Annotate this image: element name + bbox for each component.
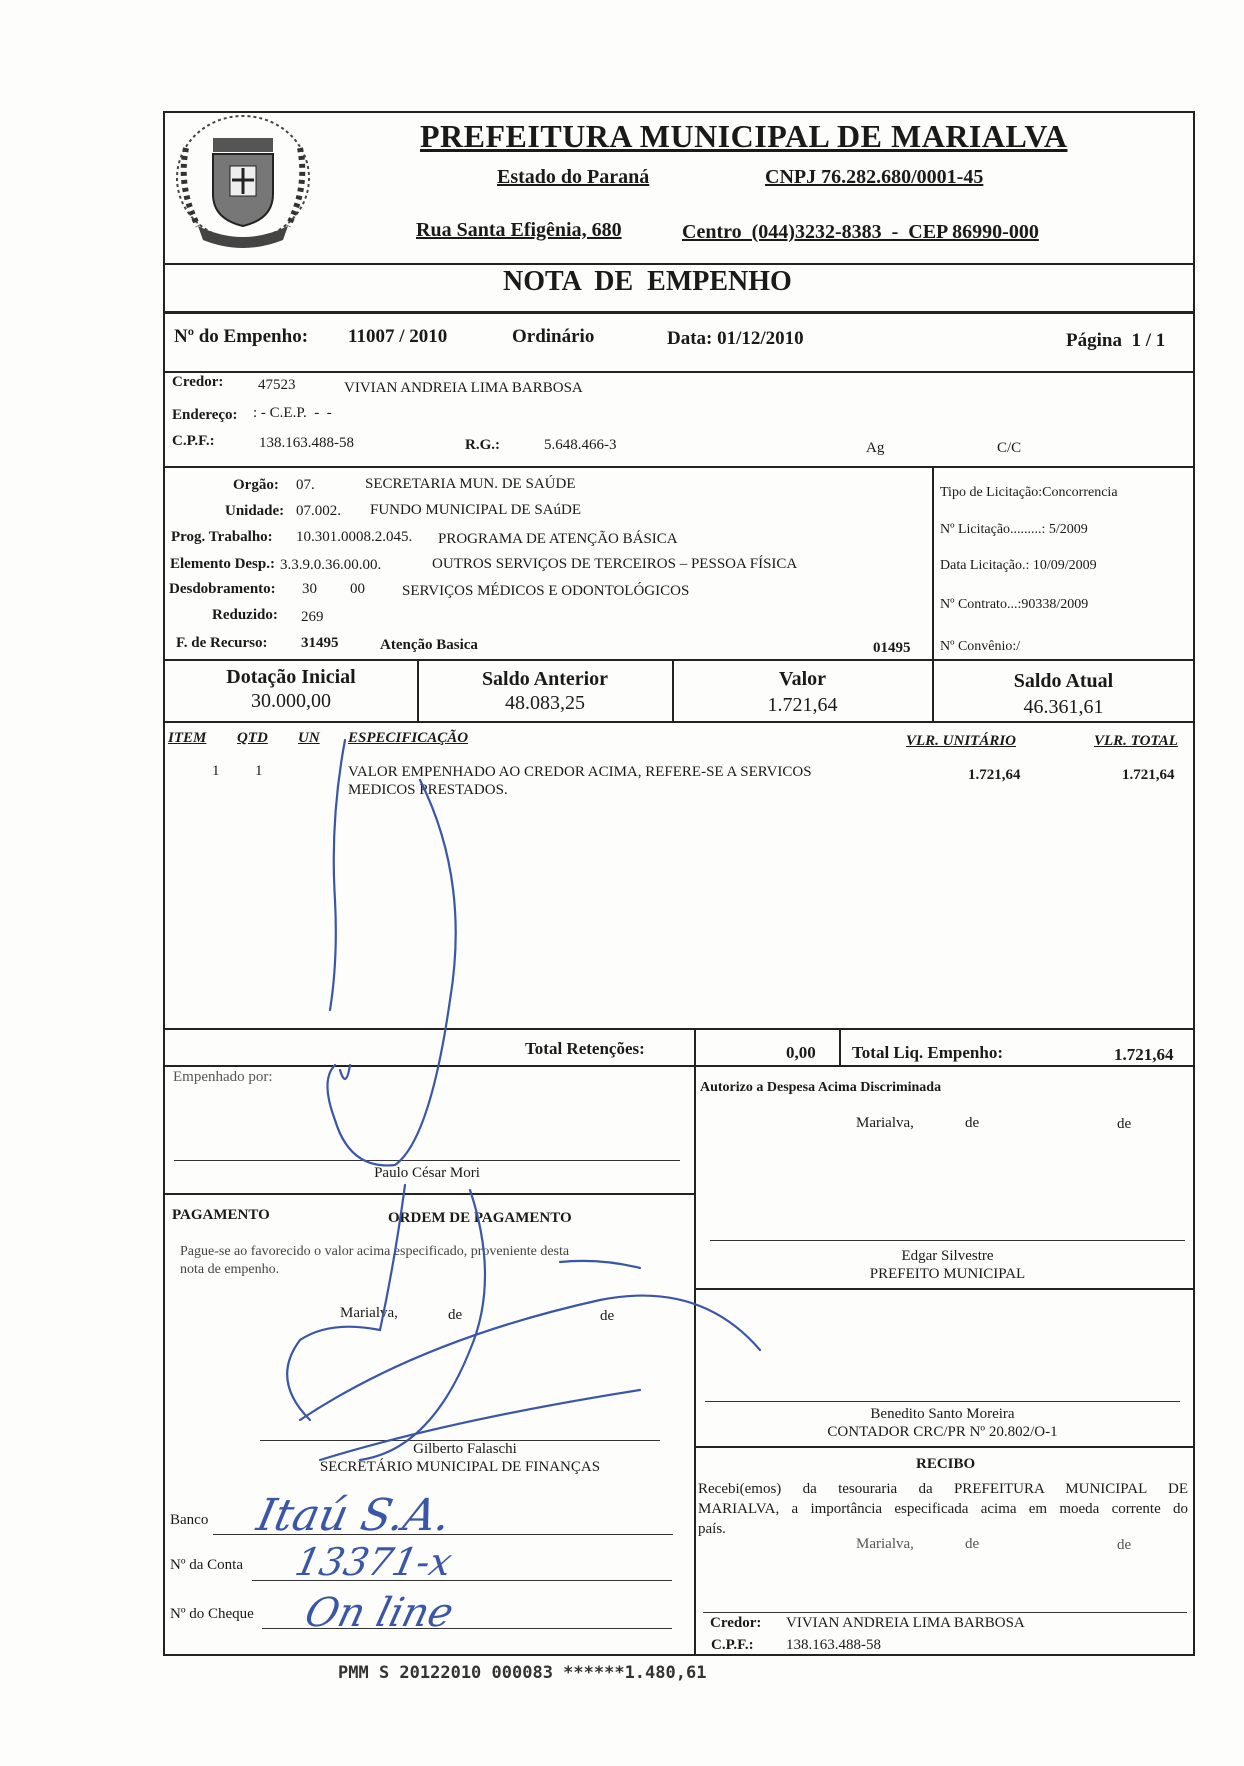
retencoes-label: Total Retenções: xyxy=(525,1039,645,1058)
elemento-name: OUTROS SERVIÇOS DE TERCEIROS – PESSOA FÍSICA xyxy=(432,556,798,572)
coat-of-arms xyxy=(168,108,318,256)
unidade-code: 07.002. xyxy=(296,503,341,519)
col-un: UN xyxy=(298,730,320,746)
retencoes-value: 0,00 xyxy=(786,1043,816,1062)
recurso-name: Atenção Basica xyxy=(380,637,478,653)
autorizo-de2: de xyxy=(1117,1116,1132,1132)
row-item: 1 xyxy=(212,763,220,779)
dotacao-label: Dotação Inicial xyxy=(226,666,356,688)
secretario-title: SECRETÁRIO MUNICIPAL DE FINANÇAS xyxy=(319,1459,601,1475)
prefeito-name: Edgar Silvestre xyxy=(901,1248,994,1264)
unidade-label: Unidade: xyxy=(225,503,285,519)
recibo-cpf-label: C.P.F.: xyxy=(711,1637,754,1653)
pagamento-marialva: Marialva, xyxy=(340,1305,398,1321)
document-title: NOTA DE EMPENHO xyxy=(503,266,792,297)
prog-label: Prog. Trabalho: xyxy=(171,529,273,545)
reduzido-label: Reduzido: xyxy=(212,607,278,623)
header-state: Estado do Paraná xyxy=(497,166,650,188)
endereco-label: Endereço: xyxy=(172,407,238,423)
header-street: Rua Santa Efigênia, 680 xyxy=(416,219,622,241)
licitacao-tipo-text: Tipo de Licitação:Concorrencia xyxy=(940,485,1118,500)
row-total: 1.721,64 xyxy=(1122,767,1175,783)
licitacao-contrato: Nº Contrato...:90338/2009 xyxy=(940,597,1089,612)
elemento-label: Elemento Desp.: xyxy=(170,556,275,572)
header-district: Centro (044)3232-8383 - CEP 86990-000 xyxy=(682,221,1039,243)
secretario-name: Gilberto Falaschi xyxy=(413,1441,517,1457)
col-spec: ESPECIFICAÇÃO xyxy=(348,730,469,746)
desdob-sub: 00 xyxy=(350,581,365,597)
col-total: VLR. TOTAL xyxy=(1094,733,1178,749)
reduzido-value: 269 xyxy=(301,609,324,625)
recibo-de2: de xyxy=(1117,1537,1132,1553)
footer-stamp: PMM S 20122010 000083 ******1.480,61 xyxy=(338,1663,707,1683)
pagamento-de2: de xyxy=(600,1308,615,1324)
row-spec-line2: MEDICOS PRESTADOS. xyxy=(348,782,508,798)
autorizo-marialva: Marialva, xyxy=(856,1115,914,1131)
contador-name: Benedito Santo Moreira xyxy=(870,1406,1015,1422)
empenho-number-label: Nº do Empenho: xyxy=(174,326,309,347)
header-cnpj: CNPJ 76.282.680/0001-45 xyxy=(765,166,984,188)
dotacao-value: 30.000,00 xyxy=(251,690,331,712)
cheque-label: Nº do Cheque xyxy=(170,1606,254,1622)
empenhado-name: Paulo César Mori xyxy=(374,1165,480,1181)
pagamento-de1: de xyxy=(448,1307,463,1323)
endereco-value: : - C.E.P. - - xyxy=(253,405,332,421)
empenho-page: Página 1 / 1 xyxy=(1066,330,1166,351)
credor-label: Credor: xyxy=(172,374,224,390)
liquido-label: Total Liq. Empenho: xyxy=(852,1043,1003,1062)
desdob-label: Desdobramento: xyxy=(169,581,276,597)
licitacao-data: Data Licitação.: 10/09/2009 xyxy=(940,558,1097,573)
liquido-value: 1.721,64 xyxy=(1114,1045,1174,1064)
anterior-label: Saldo Anterior xyxy=(481,668,609,690)
rg-value: 5.648.466-3 xyxy=(544,437,617,453)
valor-label: Valor xyxy=(778,668,827,690)
row-unit: 1.721,64 xyxy=(968,767,1021,783)
col-item: ITEM xyxy=(168,730,207,746)
licitacao-convenio: Nº Convênio:/ xyxy=(940,639,1021,654)
header-title: PREFEITURA MUNICIPAL DE MARIALVA xyxy=(420,118,1068,154)
recibo-cpf: 138.163.488-58 xyxy=(786,1637,881,1653)
cheque-handwritten: On line xyxy=(300,1590,459,1636)
prog-name: PROGRAMA DE ATENÇÃO BÁSICA xyxy=(438,531,678,547)
recurso-code: 31495 xyxy=(301,635,339,651)
row-spec-line1: VALOR EMPENHADO AO CREDOR ACIMA, REFERE-SE A SERVICOS xyxy=(348,764,812,780)
autorizo-text: Autorizo a Despesa Acima Discriminada xyxy=(700,1080,942,1095)
banco-handwritten: Itaú S.A. xyxy=(252,1490,456,1541)
row-qtd: 1 xyxy=(255,763,263,779)
recurso-label: F. de Recurso: xyxy=(176,635,268,651)
empenho-type: Ordinário xyxy=(512,326,595,347)
atual-label: Saldo Atual xyxy=(1013,670,1114,692)
recurso-code2: 01495 xyxy=(873,640,911,656)
recibo-credor-label: Credor: xyxy=(710,1615,762,1631)
desdob-name: SERVIÇOS MÉDICOS E ODONTOLÓGICOS xyxy=(402,583,690,599)
valor-value: 1.721,64 xyxy=(767,694,838,716)
cc-label: C/C xyxy=(997,440,1022,456)
contador-title: CONTADOR CRC/PR Nº 20.802/O-1 xyxy=(827,1424,1058,1440)
empenho-date: Data: 01/12/2010 xyxy=(667,328,804,349)
recibo-text-3: país. xyxy=(698,1521,726,1537)
cpf-label: C.P.F.: xyxy=(172,433,215,449)
orgao-label: Orgão: xyxy=(233,477,279,493)
conta-label: Nº da Conta xyxy=(170,1557,243,1573)
orgao-code: 07. xyxy=(296,477,315,493)
banco-label: Banco xyxy=(170,1512,209,1528)
licitacao-tipo xyxy=(940,485,1118,501)
pagamento-text-1: Pague-se ao favorecido o valor acima especificado, proveniente desta xyxy=(180,1244,570,1259)
empenho-number: 11007 / 2010 xyxy=(348,326,448,347)
recibo-text-2: MARIALVA, a importância especificada acima em moeda corrente do xyxy=(698,1501,1188,1517)
recibo-marialva: Marialva, xyxy=(856,1536,914,1552)
recibo-de1: de xyxy=(965,1536,980,1552)
rg-label: R.G.: xyxy=(465,437,500,453)
desdob-code: 30 xyxy=(302,581,317,597)
col-unit: VLR. UNITÁRIO xyxy=(906,733,1017,749)
cpf-value: 138.163.488-58 xyxy=(259,435,354,451)
col-qtd: QTD xyxy=(237,730,268,746)
credor-code: 47523 xyxy=(258,377,296,393)
orgao-name: SECRETARIA MUN. DE SAÚDE xyxy=(365,476,576,492)
licitacao-numero: Nº Licitação.........: 5/2009 xyxy=(940,522,1088,537)
unidade-name: FUNDO MUNICIPAL DE SAúDE xyxy=(370,502,581,518)
empenhado-label: Empenhado por: xyxy=(173,1069,273,1085)
recibo-credor-name: VIVIAN ANDREIA LIMA BARBOSA xyxy=(786,1615,1025,1631)
recibo-text-1: Recebi(emos) da tesouraria da PREFEITURA MUNICIPAL DE xyxy=(698,1481,1188,1497)
ordem-pagamento: ORDEM DE PAGAMENTO xyxy=(388,1210,572,1226)
recibo-title: RECIBO xyxy=(916,1456,976,1472)
pagamento-text-2: nota de empenho. xyxy=(180,1262,280,1277)
pagamento-title: PAGAMENTO xyxy=(172,1207,270,1223)
autorizo-de1: de xyxy=(965,1115,980,1131)
anterior-value: 48.083,25 xyxy=(505,692,585,714)
credor-name: VIVIAN ANDREIA LIMA BARBOSA xyxy=(344,380,583,396)
atual-value: 46.361,61 xyxy=(1023,696,1104,718)
elemento-code: 3.3.9.0.36.00.00. xyxy=(280,557,382,573)
ag-label: Ag xyxy=(866,440,885,456)
prog-code: 10.301.0008.2.045. xyxy=(296,529,413,545)
conta-handwritten: 13371-x xyxy=(291,1540,456,1584)
prefeito-title: PREFEITO MUNICIPAL xyxy=(869,1266,1026,1282)
